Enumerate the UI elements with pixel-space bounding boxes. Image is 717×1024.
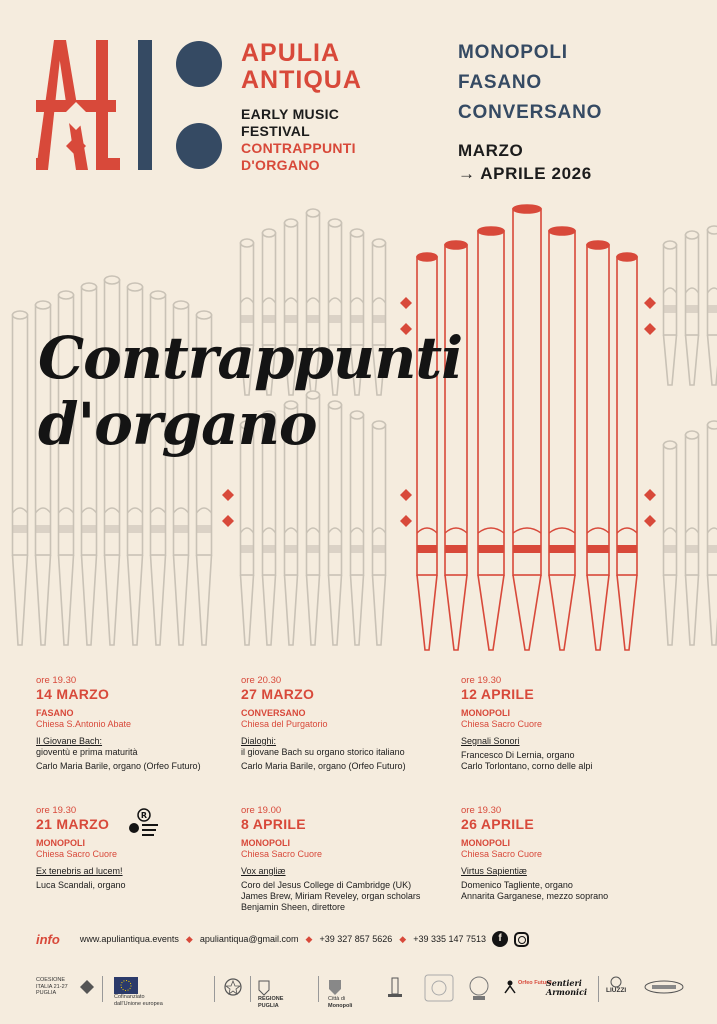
sponsor-divider [250,976,251,1002]
organ-pipe-mouth [513,528,541,533]
organ-pipe-mouth [197,508,212,513]
organ-pipe-mouth [686,528,699,533]
regione-shield-icon [258,980,270,996]
event-performer: James Brew, Miriam Reveley, organ scholars [241,891,421,901]
organ-pipe-mouth [478,528,504,533]
event-venue: Chiesa Sacro Cuore [36,849,118,859]
organ-pipe-mouth [549,528,575,533]
festival-subtitle-line1: EARLY MUSIC [241,106,340,122]
organ-pipe-cap [241,239,254,247]
organ-pipe-band [241,315,254,323]
organ-pipe-foot [174,555,189,645]
organ-pipe-mouth [151,508,166,513]
organ-pipe-mouth [373,298,386,303]
separator-diamond-icon: ◆ [185,933,193,944]
organ-pipe-foot [549,575,575,650]
organ-pipe-mouth [664,528,677,533]
svg-text:R: R [140,811,148,820]
event-venue: Chiesa Sacro Cuore [461,849,543,859]
organ-pipe-mouth [307,528,320,533]
diamond-ornament-icon [644,515,656,527]
organ-pipe-mouth [13,508,28,513]
event-card [241,675,451,772]
separator-diamond-icon: ◆ [305,933,313,944]
event-program-title: Vox angliæ [241,866,286,876]
festival-dates [458,139,592,185]
organ-pipe-band [445,545,467,553]
organ-pipe-body [686,235,699,335]
organ-pipe-cap [708,421,717,429]
organ-pipe-foot [708,575,717,645]
city-name: CONVERSANO [458,102,603,123]
sponsor-logos [36,974,686,1009]
festival-subtitle-line2: FESTIVAL [241,123,311,139]
organ-pipe-cap [587,241,609,249]
organ-pipe-band [329,545,342,553]
facebook-icon[interactable]: f [492,931,508,947]
organ-pipe-cap [549,227,575,235]
organ-pipe-mouth [351,298,364,303]
email-link[interactable]: apuliantiqua@gmail.com [199,934,299,944]
main-title-line1: Contrappunti [38,324,463,392]
organ-pipe-band [351,315,364,323]
event-program-title: Segnali Sonori [461,736,520,746]
diamond-ornament-icon [400,515,412,527]
organ-pipe-cap [664,441,677,449]
organ-pipe-mouth [329,528,342,533]
event-venue: Chiesa S.Antonio Abate [36,719,132,729]
diamond-ornament-icon [400,297,412,309]
organ-pipe-mouth [617,528,637,533]
event-city: MONOPOLI [461,708,510,718]
organ-pipe-mouth [105,508,120,513]
event-performer: Luca Scandali, organo [36,880,126,890]
organ-pipe-mouth [263,298,276,303]
organ-pipe-cap [105,276,120,284]
organ-pipe-band [151,525,166,533]
event-time: ore 19.30 [36,675,77,686]
event-city: FASANO [36,708,74,718]
organ-pipe-cap [59,291,74,299]
lighthouse-logo-icon [382,974,408,1000]
event-city: MONOPOLI [241,838,290,848]
organ-pipe-cap [617,253,637,261]
organ-pipe-body [708,230,717,335]
organ-pipe-mouth [445,528,467,533]
coesione-logo: COESIONE ITALIA 21-27 PUGLIA [36,977,68,996]
organ-pipe-band [686,305,699,313]
organ-pipe-cap [36,301,51,309]
organ-pipe-foot [445,575,467,650]
organ-pipe-foot [263,575,276,645]
organ-pipe-cap [329,219,342,227]
event-card [461,675,671,772]
organ-pipe-foot [617,575,637,650]
music-award-badge-icon [128,808,160,840]
event-program-subtitle: il giovane Bach su organo storico italiano [241,747,405,757]
organ-pipe-foot [373,575,386,645]
event-program-subtitle: gioventù e prima maturità [36,747,138,757]
organ-pipe-mouth [241,528,254,533]
organ-pipe-band [285,545,298,553]
organ-pipe-mouth [36,508,51,513]
coesione-arrow-icon [80,980,94,994]
organ-pipe-mouth [708,288,717,293]
phone-link-1[interactable]: +39 327 857 5626 [319,934,393,944]
organ-pipe-band [197,525,212,533]
organ-pipe-mouth [307,298,320,303]
fasano-logo-icon [424,974,454,1002]
event-time: ore 20.30 [241,675,282,686]
organ-pipe-cap [197,311,212,319]
event-performer: Coro del Jesus College di Cambridge (UK) [241,880,412,890]
organ-pipe-band [329,315,342,323]
organ-pipe-foot [36,555,51,645]
event-program-title: Virtus Sapientiæ [461,866,527,876]
event-time: ore 19.00 [241,805,282,816]
city-name: MONOPOLI [458,42,568,63]
organ-pipe-band [664,545,677,553]
organ-pipe-foot [197,555,212,645]
organ-pipe-band [59,525,74,533]
info-bar [36,930,529,948]
organ-pipe-mouth [174,508,189,513]
organ-pipe-band [307,315,320,323]
organ-pipe-body [587,245,609,575]
organ-pipe-cap [708,226,717,234]
organ-pipe-band [263,315,276,323]
event-program-title: Ex tenebris ad lucem! [36,866,123,876]
comune-monopoli-logo: Città di Monopoli [328,978,352,1009]
event-date: 12 APRILE [461,686,534,702]
organ-pipe-mouth [285,298,298,303]
organ-pipe-foot [478,575,504,650]
organ-pipe-foot [285,575,298,645]
organ-pipe-cap [445,241,467,249]
organ-pipe-mouth [373,528,386,533]
event-venue: Chiesa del Purgatorio [241,719,328,729]
event-card [461,805,671,902]
organ-pipe-foot [351,575,364,645]
organ-pipe-band [13,525,28,533]
organ-pipe-band [708,305,717,313]
website-link[interactable]: www.apuliantiqua.events [79,934,179,944]
organ-pipe-mouth [329,298,342,303]
organ-pipe-body [478,231,504,575]
sentieri-armonici-logo: Sentieri Armonici [546,978,587,997]
dates-line2: → APRILE 2026 [458,164,592,183]
organ-pipe-foot [307,575,320,645]
eu-logo: Cofinanziato dall'Unione europea [114,977,163,1007]
diamond-ornament-icon [222,489,234,501]
city-name: FASANO [458,72,542,93]
organ-pipe-band [549,545,575,553]
event-performer: Benjamin Sheen, direttore [241,902,346,912]
main-title [38,325,462,457]
organ-pipe-foot [13,555,28,645]
dates-line1: MARZO [458,141,524,160]
organ-pipe-band [686,545,699,553]
organ-pipe-foot [513,575,541,650]
event-card [36,675,246,772]
organ-pipe-mouth [263,528,276,533]
organ-pipe-foot [686,335,699,385]
diamond-ornament-icon [644,323,656,335]
organ-pipe-foot [105,555,120,645]
event-date: 27 MARZO [241,686,315,702]
organ-pipe-cap [285,219,298,227]
organ-pipe-band [373,545,386,553]
organ-pipe-cap [513,205,541,213]
organ-pipe-cap [174,301,189,309]
organ-pipe-mouth [128,508,143,513]
eu-flag-icon [114,977,138,994]
sponsor-divider [214,976,215,1002]
organ-pipe-band [373,315,386,323]
organ-pipe-cap [13,311,28,319]
event-card [241,805,451,913]
organ-pipe-band [128,525,143,533]
sponsor-oval-logo-icon [644,980,684,994]
diamond-ornament-icon [644,297,656,309]
cities-list [458,38,602,128]
liuzzi-logo: LIUZZI [606,976,626,995]
organ-pipe-foot [151,555,166,645]
organ-pipe-band [82,525,97,533]
event-date: 14 MARZO [36,686,110,702]
organ-pipe-foot [82,555,97,645]
organ-pipe-cap [664,241,677,249]
event-program-title: Il Giovane Bach: [36,736,103,746]
organ-pipe-foot [686,575,699,645]
organ-pipe-cap [128,283,143,291]
festival-name-block [241,40,362,174]
event-performer: Domenico Tagliente, organo [461,880,573,890]
event-city: MONOPOLI [461,838,510,848]
organ-pipe-cap [351,229,364,237]
event-date: 21 MARZO [36,816,110,832]
festival-title-line2: ANTIQUA [241,66,362,94]
organ-pipe-cap [263,229,276,237]
event-performer: Annarita Garganese, mezzo soprano [461,891,609,901]
orfeo-figure-icon [504,980,516,994]
festival-title-line1: APULIA [241,39,341,67]
organ-pipe-mouth [82,508,97,513]
organ-pipe-band [307,545,320,553]
organ-pipe-band [664,305,677,313]
organ-pipe-mouth [285,528,298,533]
organ-pipe-mouth [686,288,699,293]
organ-pipe-cap [686,431,699,439]
organ-pipe-cap [373,239,386,247]
organ-pipe-band [478,545,504,553]
event-performer: Carlo Maria Barile, organo (Orfeo Futuro) [36,761,201,771]
event-performer: Francesco Di Lernia, organo [461,750,575,760]
phone-link-2[interactable]: +39 335 147 7513 [413,934,487,944]
sponsor-divider [102,976,103,1002]
event-performer: Carlo Torlontano, corno delle alpi [461,761,593,771]
event-time: ore 19.30 [461,675,502,686]
event-program-title: Dialoghi: [241,736,277,746]
organ-pipe-cap [417,253,437,261]
organ-pipe-body [13,315,28,555]
italian-republic-emblem-icon [224,977,242,997]
organ-pipe-body [513,209,541,575]
organ-pipe-body [664,445,677,575]
series-name-line1: CONTRAPPUNTI [241,140,356,156]
organ-pipe-band [36,525,51,533]
organ-pipe-foot [241,575,254,645]
festival-logo [36,40,226,180]
organ-pipe-band [587,545,609,553]
organ-pipe-foot [329,575,342,645]
organ-pipe-mouth [417,528,437,533]
organ-pipe-band [513,545,541,553]
organ-pipe-mouth [664,288,677,293]
diamond-ornament-icon [400,489,412,501]
organ-pipe-foot [59,555,74,645]
event-date: 26 APRILE [461,816,534,832]
sponsor-divider [598,976,599,1002]
diamond-ornament-icon [222,515,234,527]
event-time: ore 19.30 [461,805,502,816]
regione-puglia-logo: REGIONE PUGLIA [258,980,283,1009]
orfeo-futuro-logo: Orfeo Futuro [504,980,552,994]
organ-pipe-body [686,435,699,575]
monopoli-crest-icon [328,978,342,996]
organ-pipe-band [285,315,298,323]
organ-pipe-cap [82,283,97,291]
sponsor-divider [318,976,319,1002]
organ-pipe-mouth [708,528,717,533]
organ-pipe-band [105,525,120,533]
organ-pipe-cap [686,231,699,239]
organ-pipe-mouth [351,528,364,533]
conversano-logo-icon [466,974,492,1002]
organ-pipe-cap [151,291,166,299]
organ-pipe-cap [307,209,320,217]
organ-pipe-cap [478,227,504,235]
event-venue: Chiesa Sacro Cuore [241,849,323,859]
organ-pipe-band [241,545,254,553]
organ-pipe-foot [664,335,677,385]
main-title-line2: d'organo [38,390,317,458]
event-date: 8 APRILE [241,816,306,832]
series-name-line2: D'ORGANO [241,157,320,173]
organ-pipe-band [351,545,364,553]
organ-pipe-foot [417,575,437,650]
diamond-ornament-icon [644,489,656,501]
event-performer: Carlo Maria Barile, organo (Orfeo Futuro) [241,761,406,771]
event-city: CONVERSANO [241,708,306,718]
organ-pipe-mouth [587,528,609,533]
organ-pipe-foot [128,555,143,645]
organ-pipe-band [174,525,189,533]
event-time: ore 19.30 [36,805,77,816]
organ-pipe-foot [708,335,717,385]
event-city: MONOPOLI [36,838,85,848]
info-label: info [36,931,60,947]
organ-pipe-band [263,545,276,553]
separator-diamond-icon: ◆ [399,933,407,944]
organ-pipe-foot [587,575,609,650]
organ-pipe-mouth [241,298,254,303]
instagram-icon[interactable] [514,932,529,947]
organ-pipe-band [417,545,437,553]
event-venue: Chiesa Sacro Cuore [461,719,543,729]
organ-pipe-band [708,545,717,553]
organ-pipe-body [549,231,575,575]
organ-pipe-mouth [59,508,74,513]
organ-pipe-band [617,545,637,553]
organ-pipe-foot [664,575,677,645]
